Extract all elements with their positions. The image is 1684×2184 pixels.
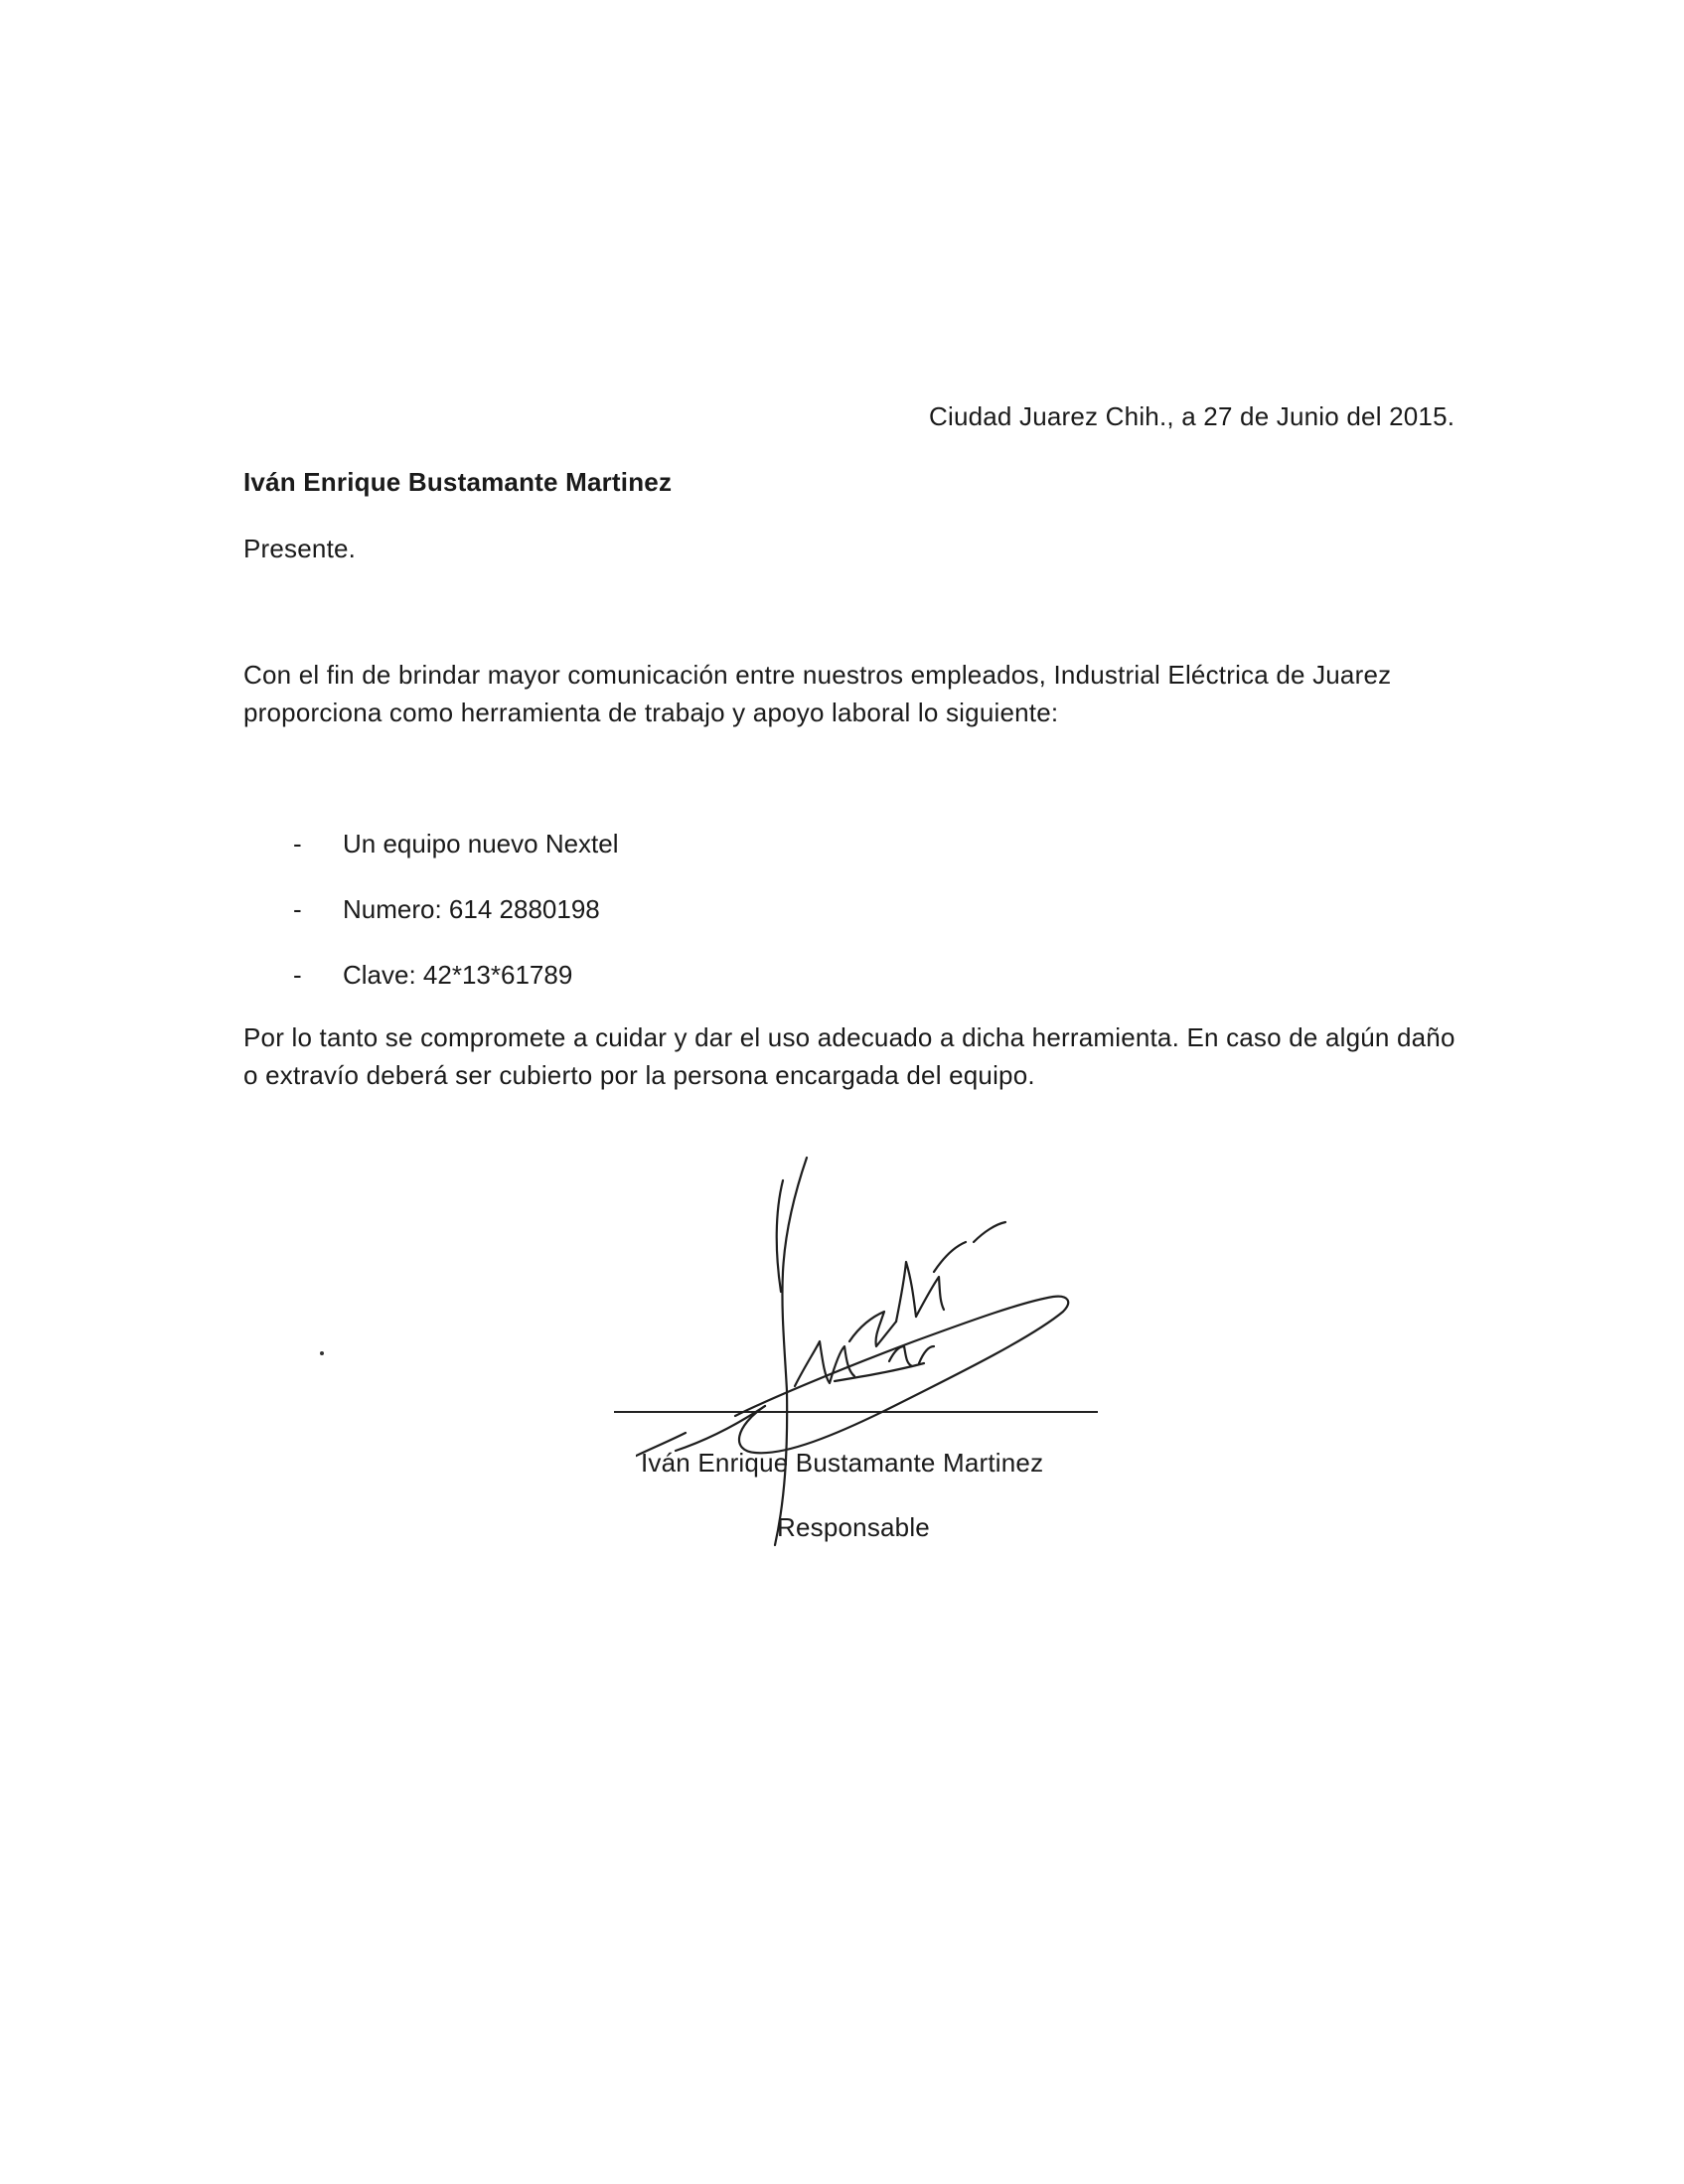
signatory-name: Iván Enrique Bustamante Martinez [641, 1448, 1044, 1478]
stray-mark [320, 1351, 324, 1355]
list-item-text: Numero: 614 2880198 [343, 894, 600, 924]
intro-paragraph: Con el fin de brindar mayor comunicación entre nuestros empleados, Industrial Eléctrica de Juarez proporciona como herramienta de trabajo y apoyo laboral lo siguiente: [243, 660, 1392, 727]
greeting: Presente. [243, 534, 357, 563]
date-line: Ciudad Juarez Chih., a 27 de Junio del 2015. [929, 401, 1455, 431]
recipient-name: Iván Enrique Bustamante Martinez [243, 467, 673, 497]
list-item-text: Un equipo nuevo Nextel [343, 829, 619, 858]
list-dash: - [293, 960, 302, 990]
list-dash: - [293, 894, 302, 924]
handwritten-signature [636, 1153, 1093, 1550]
closing-paragraph: Por lo tanto se compromete a cuidar y dar el uso adecuado a dicha herramienta. En caso de algún daño o extravío deberá ser cubierto por la persona encargada del equipo. [243, 1022, 1455, 1090]
signatory-role: Responsable [777, 1512, 930, 1542]
list-dash: - [293, 829, 302, 858]
list-item-text: Clave: 42*13*61789 [343, 960, 573, 990]
